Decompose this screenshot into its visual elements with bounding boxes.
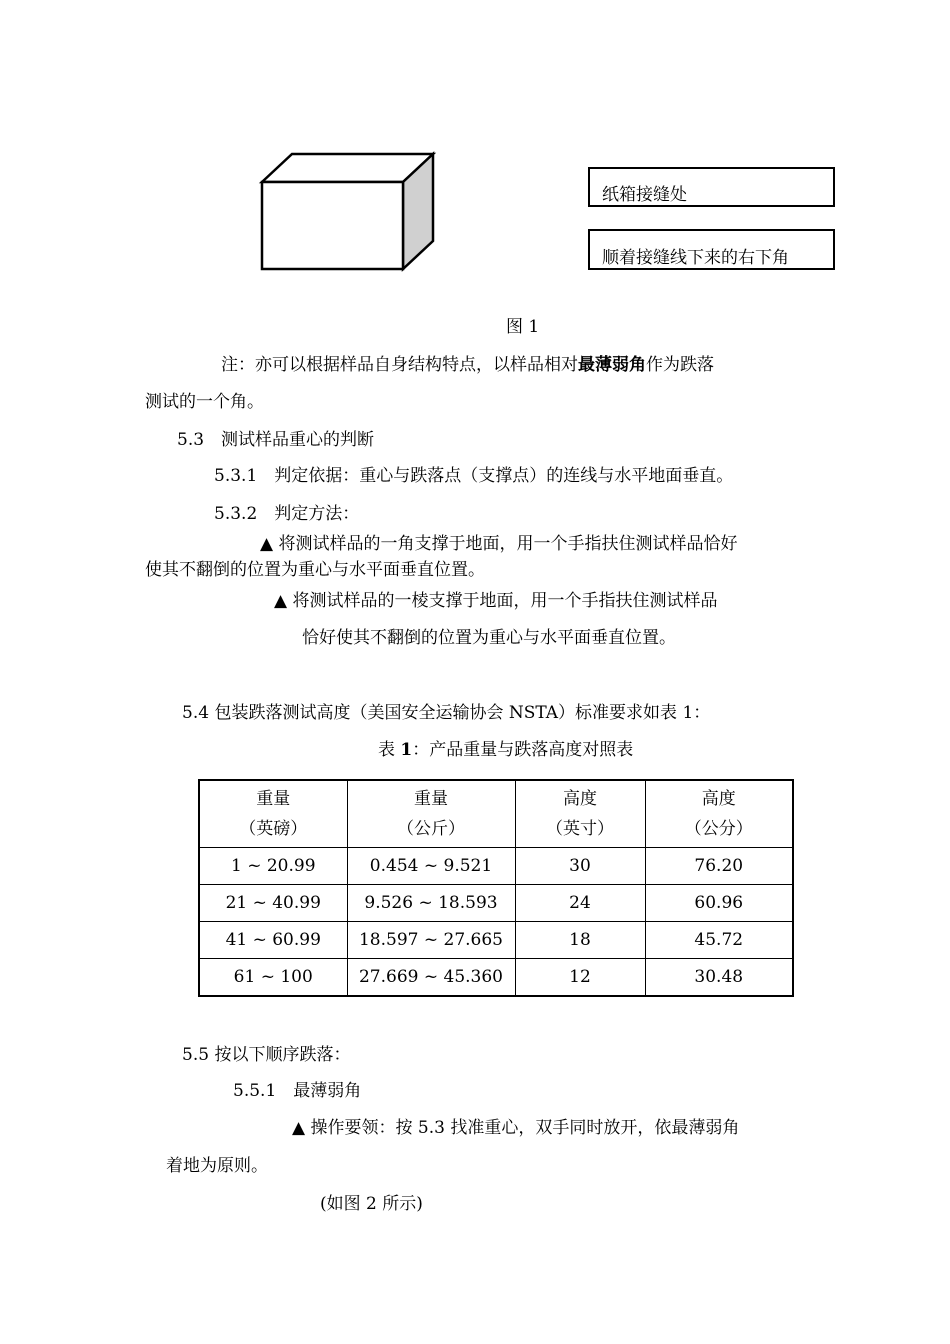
header-weight-kg: 重量 （公斤） [347, 780, 515, 848]
section-5-3-2: 5.3.2 判定方法： [214, 504, 360, 524]
cell-weight-kg: 18.597 ~ 27.665 [347, 922, 515, 959]
cell-height-cm: 76.20 [645, 848, 793, 885]
cell-weight-lb: 1 ~ 20.99 [199, 848, 347, 885]
box-illustration [255, 148, 440, 278]
bullet-2-line-2: 恰好使其不翻倒的位置为重心与水平面垂直位置。 [302, 628, 676, 648]
table-caption [378, 735, 633, 760]
section-5-5-heading: 5.5 按以下顺序跌落： [182, 1045, 351, 1065]
note-text-post: 作为跌落 [646, 355, 714, 375]
cell-height-cm: 30.48 [645, 959, 793, 997]
table-row [199, 848, 793, 885]
label-bottom-right-corner: 顺着接缝线下来的右下角 [588, 229, 835, 270]
cell-height-cm: 45.72 [645, 922, 793, 959]
note-text-bold: 最薄弱角 [578, 355, 646, 375]
table-row [199, 885, 793, 922]
section-5-3-1: 5.3.1 判定依据：重心与跌落点（支撑点）的连线与水平地面垂直。 [214, 466, 734, 486]
section-5-5-1: 5.5.1 最薄弱角 [233, 1081, 362, 1101]
table-caption-post: ：产品重量与跌落高度对照表 [412, 740, 634, 760]
bullet-3-line-2: 着地为原则。 [166, 1156, 268, 1176]
see-figure-2: (如图 2 所示) [320, 1194, 423, 1214]
header-height-in: 高度 （英寸） [515, 780, 645, 848]
table-caption-pre: 表 [378, 740, 401, 760]
label-carton-seam: 纸箱接缝处 [588, 167, 835, 207]
note-text-pre: 注：亦可以根据样品自身结构特点，以样品相对 [221, 355, 578, 375]
bullet-2-line-1: ▲ 将测试样品的一棱支撑于地面，用一个手指扶住测试样品 [274, 591, 718, 611]
note-line-2: 测试的一个角。 [145, 392, 264, 412]
cell-height-cm: 60.96 [645, 885, 793, 922]
header-height-cm: 高度 （公分） [645, 780, 793, 848]
note-line-1 [221, 350, 714, 375]
cell-weight-lb: 41 ~ 60.99 [199, 922, 347, 959]
cell-weight-lb: 21 ~ 40.99 [199, 885, 347, 922]
section-5-3-heading: 5.3 测试样品重心的判断 [177, 430, 375, 450]
table-row [199, 959, 793, 997]
section-5-4-heading: 5.4 包装跌落测试高度（美国安全运输协会 NSTA）标准要求如表 1： [182, 703, 711, 723]
cell-weight-kg: 9.526 ~ 18.593 [347, 885, 515, 922]
cell-height-in: 12 [515, 959, 645, 997]
table-row [199, 922, 793, 959]
cell-height-in: 24 [515, 885, 645, 922]
cell-weight-kg: 27.669 ~ 45.360 [347, 959, 515, 997]
figure-caption: 图 1 [506, 317, 540, 337]
cell-height-in: 18 [515, 922, 645, 959]
header-weight-lb: 重量 （英磅） [199, 780, 347, 848]
bullet-1-line-1: ▲ 将测试样品的一角支撑于地面，用一个手指扶住测试样品恰好 [260, 534, 738, 554]
cell-weight-kg: 0.454 ~ 9.521 [347, 848, 515, 885]
bullet-3-line-1: ▲ 操作要领：按 5.3 找准重心，双手同时放开，依最薄弱角 [292, 1118, 740, 1138]
cell-height-in: 30 [515, 848, 645, 885]
bullet-1-line-2: 使其不翻倒的位置为重心与水平面垂直位置。 [145, 560, 485, 580]
table-caption-number: 1 [400, 740, 413, 760]
drop-height-table [198, 779, 794, 997]
table-header-row [199, 780, 793, 848]
box-front-face [262, 182, 403, 269]
cell-weight-lb: 61 ~ 100 [199, 959, 347, 997]
